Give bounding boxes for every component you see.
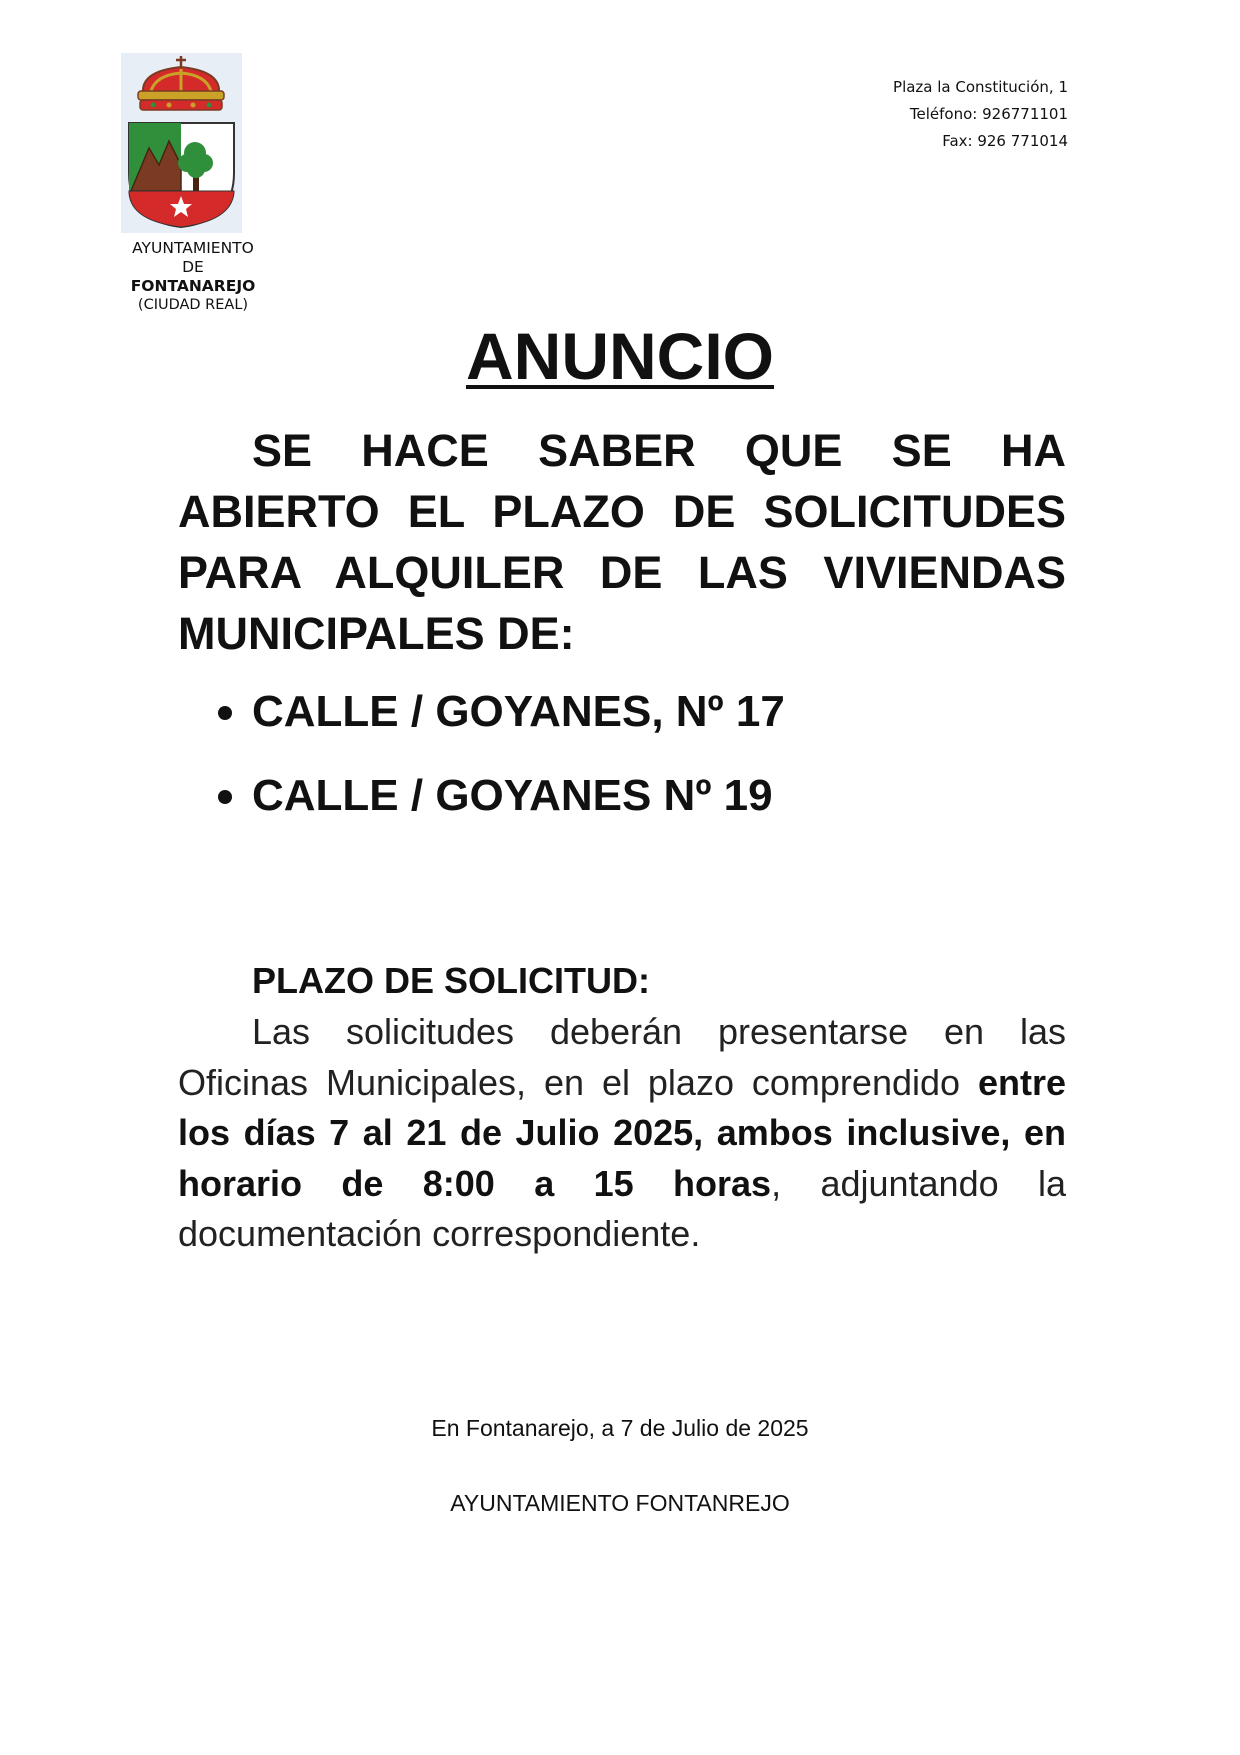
plazo-text-2: , adjuntando la documentación correspondiente. — [178, 1162, 1067, 1254]
bullet-icon — [218, 790, 232, 804]
list-item — [178, 684, 1066, 740]
plazo-body — [178, 1007, 1066, 1260]
address-text: CALLE / GOYANES Nº 19 — [252, 771, 773, 820]
page-title — [0, 318, 1240, 394]
list-item — [178, 768, 1066, 824]
address-list — [178, 684, 1066, 852]
page-title-text: ANUNCIO — [466, 319, 774, 393]
contact-block — [893, 74, 1068, 155]
address-text: CALLE / GOYANES, Nº 17 — [252, 687, 785, 736]
plazo-dates: entre los días 7 al 21 de Julio 2025, ambos inclusive, en horario de 8:00 a 15 horas — [178, 1061, 1066, 1204]
contact-phone: Teléfono: 926771101 — [909, 105, 1068, 123]
plazo-text-1: Las solicitudes deberán presentarse en las Oficinas Municipales, en el plazo comprendido — [178, 1011, 1066, 1103]
org-line-1: AYUNTAMIENTO — [132, 239, 254, 257]
org-name: FONTANAREJO — [130, 277, 256, 295]
footer-date: En Fontanarejo, a 7 de Julio de 2025 — [431, 1415, 809, 1441]
organization-block — [108, 239, 278, 315]
contact-fax: Fax: 926 771014 — [942, 132, 1068, 150]
plazo-heading: PLAZO DE SOLICITUD: — [252, 960, 650, 1001]
org-line-2: DE — [182, 258, 204, 276]
org-province: (CIUDAD REAL) — [137, 297, 249, 313]
bullet-icon — [218, 706, 232, 720]
announcement-intro: SE HACE SABER QUE SE HA ABIERTO EL PLAZO DE SOLICITUDES PARA ALQUILER DE LAS VIVIENDAS MUNICIPALES DE: — [178, 425, 1066, 659]
footer-signature: AYUNTAMIENTO FONTANREJO — [450, 1490, 790, 1516]
contact-address: Plaza la Constitución, 1 — [893, 78, 1068, 96]
coat-of-arms-icon — [121, 53, 242, 233]
